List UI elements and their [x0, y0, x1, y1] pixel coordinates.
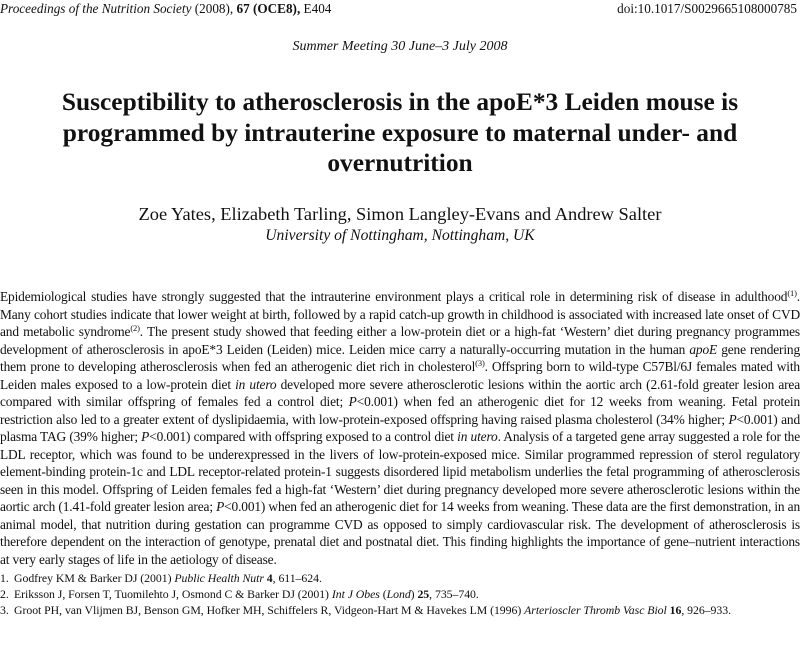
- abstract-text: [0, 288, 800, 568]
- reference-number: 2.: [0, 586, 9, 601]
- citation-marker: (1): [787, 288, 797, 298]
- reference-journal-subtitle: Lond: [386, 586, 411, 601]
- reference-volume: 25: [414, 586, 430, 601]
- running-head: [0, 1, 800, 17]
- p-value-symbol: P: [348, 394, 357, 409]
- abstract-segment: <0.001) compared with offspring exposed to a control diet: [149, 429, 458, 444]
- journal-name: Proceedings of the Nutrition Society: [0, 1, 192, 16]
- reference-number: 3.: [0, 602, 9, 617]
- journal-citation: [0, 1, 331, 17]
- reference-volume: 4: [263, 571, 273, 585]
- gene-name: apoE: [689, 341, 718, 357]
- reference-journal-paren: ): [410, 586, 415, 601]
- journal-page: E404: [303, 1, 332, 16]
- abstract-segment: Epidemiological studies have strongly suggested that the intrauterine environment plays a critical role in determining risk of disease in adulthood: [0, 289, 788, 304]
- author-list: Zoe Yates, Elizabeth Tarling, Simon Langley-Evans and Andrew Salter: [138, 204, 662, 224]
- p-value-symbol: P: [141, 429, 150, 444]
- in-utero-term: in utero: [457, 429, 498, 444]
- p-value-symbol: P: [728, 411, 737, 427]
- abstract-segment: <0.001) when fed an atherogenic diet for 12 weeks from weaning. Fetal protein restriction also led to a greater extent of dyslipidaemia, with low-protein-exposed offspring having raised plasma cholesterol (34% higher;: [0, 394, 800, 427]
- abstract-segment: developed more severe atherosclerotic lesions within the aortic arch (2.61-fold greater lesion area compared with similar offspring of females fed a control diet;: [0, 376, 800, 409]
- p-value-symbol: P: [216, 499, 225, 514]
- citation-marker: (3): [475, 358, 485, 368]
- reference-list: [0, 571, 800, 618]
- reference-journal: Public Health Nutr: [174, 571, 264, 585]
- reference-item: [0, 603, 800, 618]
- meeting-name: Summer Meeting 30 June–3 July 2008: [292, 39, 508, 54]
- reference-item: [0, 571, 800, 586]
- reference-pages: , 611–624.: [272, 571, 322, 585]
- reference-authors: Eriksson J, Forsen T, Tuomilehto J, Osmond C & Barker DJ (2001): [14, 586, 332, 601]
- in-utero-term: in utero: [235, 376, 277, 392]
- reference-authors: Groot PH, van Vlijmen BJ, Benson GM, Hofker MH, Schiffelers R, Vidgeon-Hart M & Havekes LM (1996): [14, 602, 525, 617]
- journal-issue: (OCE8),: [252, 1, 301, 16]
- affiliation: University of Nottingham, Nottingham, UK: [265, 227, 535, 244]
- reference-pages: , 926–933.: [681, 602, 731, 617]
- abstract-segment: . Offspring born to wild-type C57Bl/6J females mated with Leiden males exposed to a low-protein diet: [0, 359, 800, 392]
- journal-year: (2008),: [194, 1, 234, 16]
- reference-number: 1.: [0, 571, 9, 585]
- article-title: Susceptibility to atherosclerosis in the apoE*3 Leiden mouse is programmed by intrauterine exposure to maternal under- and overnutrition: [61, 88, 739, 177]
- citation-marker: (2): [130, 323, 140, 333]
- abstract-segment: gene rendering them prone to developing atherosclerosis when fed an atherogenic diet rich in cholesterol: [0, 341, 800, 374]
- reference-journal-paren: (: [379, 586, 387, 601]
- abstract-segment: . Analysis of a targeted gene array suggested a role for the LDL receptor, which was found to be underexpressed in the livers of low-protein-exposed mice. Similar programmed repression of sterol regulatory element-binding protein-1c and LDL receptor-related protein-1 suggests disordered lipid metabolism underlies the fetal programming of atherosclerosis seen in this model. Offspring of Leiden females fed a high-fat ‘Western’ diet during pregnancy developed more severe atherosclerotic lesions within the aortic arch (1.41-fold greater lesion area;: [0, 429, 800, 514]
- abstract-segment: . The present study showed that feeding either a low-protein diet or a high-fat ‘Western’ diet during pregnancy programmes development of atherosclerosis in apoE*3 Leiden (Leiden) mice. Leiden mice carry a naturally-occurring mutation in the human: [0, 324, 800, 357]
- reference-pages: , 735–740.: [429, 586, 479, 601]
- journal-volume: 67: [236, 1, 250, 16]
- doi[interactable]: doi:10.1017/S0029665108000785: [617, 1, 797, 16]
- reference-volume: 16: [666, 602, 682, 617]
- abstract-segment: <0.001) and plasma TAG (39% higher;: [0, 411, 800, 444]
- reference-item: [0, 587, 800, 602]
- reference-journal: Arterioscler Thromb Vasc Biol: [524, 602, 667, 617]
- abstract-segment: . Many cohort studies indicate that lower weight at birth, followed by a rapid catch-up growth in childhood is associated with increased late onset of CVD and metabolic syndrome: [0, 289, 800, 339]
- reference-authors: Godfrey KM & Barker DJ (2001): [14, 571, 175, 585]
- reference-journal: Int J Obes: [331, 586, 380, 601]
- abstract-segment: <0.001) when fed an atherogenic diet for 14 weeks from weaning. These data are the first demonstration, in an animal model, that nutrition during gestation can programme CVD as opposed to simply cardiovascular risk. The development of atherosclerosis is therefore dependent on the interaction of genotype, prenatal diet and postnatal diet. This finding highlights the importance of gene–nutrient interactions at very early stages of life in the aetiology of disease.: [0, 499, 800, 567]
